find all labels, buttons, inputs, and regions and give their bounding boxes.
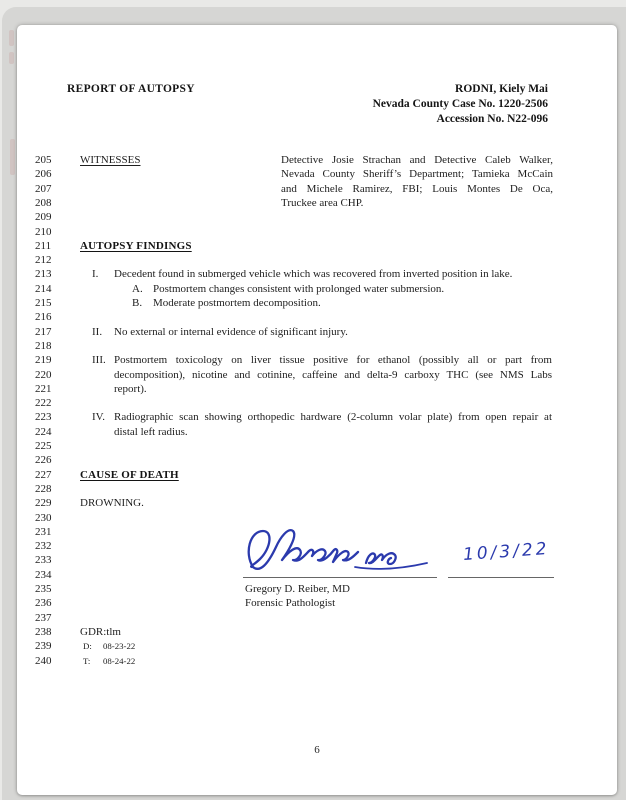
page-number: 6 <box>314 744 320 756</box>
document-line <box>17 267 617 281</box>
line-number: 206 <box>35 168 52 181</box>
document-line <box>17 325 617 339</box>
line-number: 232 <box>35 540 52 553</box>
document-line <box>17 225 617 239</box>
document-line <box>17 153 617 167</box>
finding-numeral: IV. <box>92 411 105 424</box>
document-line <box>17 453 617 467</box>
document-line <box>17 282 617 296</box>
section-heading-witnesses: WITNESSES <box>80 154 141 166</box>
document-line <box>17 339 617 353</box>
document-line <box>17 468 617 482</box>
line-number: 224 <box>35 425 52 438</box>
finding-text: distal left radius. <box>114 425 188 438</box>
document-line <box>17 625 617 639</box>
document-line <box>17 210 617 224</box>
line-number: 207 <box>35 182 52 195</box>
document-line <box>17 425 617 439</box>
scan-edge-mark <box>10 139 15 175</box>
subfinding-text: Postmortem changes consistent with prolonged water submersion. <box>153 282 445 295</box>
section-heading-autopsy-findings: AUTOPSY FINDINGS <box>80 239 192 252</box>
typed-label: T: <box>83 655 91 666</box>
line-number: 218 <box>35 339 52 352</box>
line-number: 227 <box>35 468 52 481</box>
document-line <box>17 368 617 382</box>
document-line <box>17 611 617 625</box>
witnesses-text: Truckee area CHP. <box>281 196 364 209</box>
date-line <box>448 563 554 578</box>
line-number: 213 <box>35 268 52 281</box>
line-number: 217 <box>35 325 52 338</box>
finding-text: report). <box>114 382 147 395</box>
finding-numeral: I. <box>92 268 99 281</box>
signature-line <box>243 563 437 578</box>
document-line <box>17 439 617 453</box>
cause-of-death-text: DROWNING. <box>80 497 144 510</box>
finding-numeral: II. <box>92 325 103 338</box>
document-line <box>17 596 617 610</box>
line-number: 239 <box>35 640 52 653</box>
finding-text: Postmortem toxicology on liver tissue positive for ethanol (possibly all or part from <box>114 354 552 367</box>
line-number: 221 <box>35 382 52 395</box>
scan-edge-mark <box>9 52 14 64</box>
finding-text: decomposition), nicotine and cotinine, caffeine and delta-9 carboxy THC (see NMS Labs <box>114 368 552 381</box>
line-number: 237 <box>35 611 52 624</box>
finding-text: No external or internal evidence of significant injury. <box>114 325 348 338</box>
handwritten-date: 10/3/22 <box>462 539 551 565</box>
line-number: 225 <box>35 440 52 452</box>
typed-date: 08-24-22 <box>103 655 136 666</box>
line-number: 236 <box>35 597 52 610</box>
finding-text: Decedent found in submerged vehicle which was recovered from inverted position in lake. <box>114 268 513 281</box>
line-number: 219 <box>35 354 52 367</box>
dictated-date: 08-23-22 <box>103 641 136 652</box>
line-number: 229 <box>35 497 52 510</box>
case-header-block <box>373 82 548 127</box>
typist-reference: GDR:tlm <box>80 625 121 638</box>
line-number: 228 <box>35 482 52 495</box>
document-line <box>17 482 617 496</box>
line-number: 209 <box>35 211 52 224</box>
document-line <box>17 639 617 653</box>
document-line <box>17 239 617 253</box>
document-line <box>17 396 617 410</box>
line-number: 216 <box>35 311 52 324</box>
document-line <box>17 253 617 267</box>
document-line <box>17 410 617 424</box>
document-line <box>17 496 617 510</box>
accession-number: Accession No. N22-096 <box>436 113 548 125</box>
witnesses-text: Nevada County Sheriff’s Department; Tamieka McCain <box>281 168 553 181</box>
document-line <box>17 182 617 196</box>
document-line <box>17 654 617 668</box>
line-number: 231 <box>35 525 52 538</box>
document-line <box>17 296 617 310</box>
line-number: 226 <box>35 454 52 467</box>
report-title: REPORT OF AUTOPSY <box>67 83 195 95</box>
section-heading-cause-of-death: CAUSE OF DEATH <box>80 468 179 481</box>
subfinding-text: Moderate postmortem decomposition. <box>153 297 321 309</box>
subfinding-letter: B. <box>132 297 143 309</box>
line-number: 230 <box>35 511 52 524</box>
document-line <box>17 353 617 367</box>
finding-numeral: III. <box>92 354 106 367</box>
document-line <box>17 382 617 396</box>
document-line <box>17 310 617 324</box>
line-number: 208 <box>35 196 52 209</box>
witnesses-text: Detective Josie Strachan and Detective Caleb Walker, <box>281 154 553 166</box>
signer-title: Forensic Pathologist <box>245 597 336 610</box>
line-number: 240 <box>35 654 52 667</box>
line-number: 220 <box>35 368 52 381</box>
line-number: 223 <box>35 411 52 424</box>
case-number: Nevada County Case No. 1220-2506 <box>372 98 548 110</box>
line-number: 238 <box>35 625 52 638</box>
autopsy-report-page <box>17 25 617 795</box>
line-number: 215 <box>35 297 52 309</box>
line-number: 210 <box>35 225 52 238</box>
line-number: 214 <box>35 282 52 295</box>
decedent-name: RODNI, Kiely Mai <box>455 83 548 95</box>
line-number: 211 <box>35 239 52 252</box>
line-number: 212 <box>35 254 52 267</box>
subfinding-letter: A. <box>132 282 143 295</box>
scan-edge-mark <box>9 30 14 46</box>
dictated-label: D: <box>83 641 92 652</box>
signer-name: Gregory D. Reiber, MD <box>245 583 350 595</box>
witnesses-text: and Michele Ramirez, FBI; Louis Montes De Oca, <box>281 182 553 195</box>
document-line <box>17 582 617 596</box>
line-number: 222 <box>35 397 52 410</box>
line-number: 233 <box>35 554 52 567</box>
line-number: 235 <box>35 583 52 595</box>
line-number: 205 <box>35 154 52 166</box>
document-line <box>17 167 617 181</box>
document-line <box>17 196 617 210</box>
finding-text: Radiographic scan showing orthopedic hardware (2-column volar plate) from open repair at <box>114 411 552 424</box>
line-number: 234 <box>35 568 52 581</box>
